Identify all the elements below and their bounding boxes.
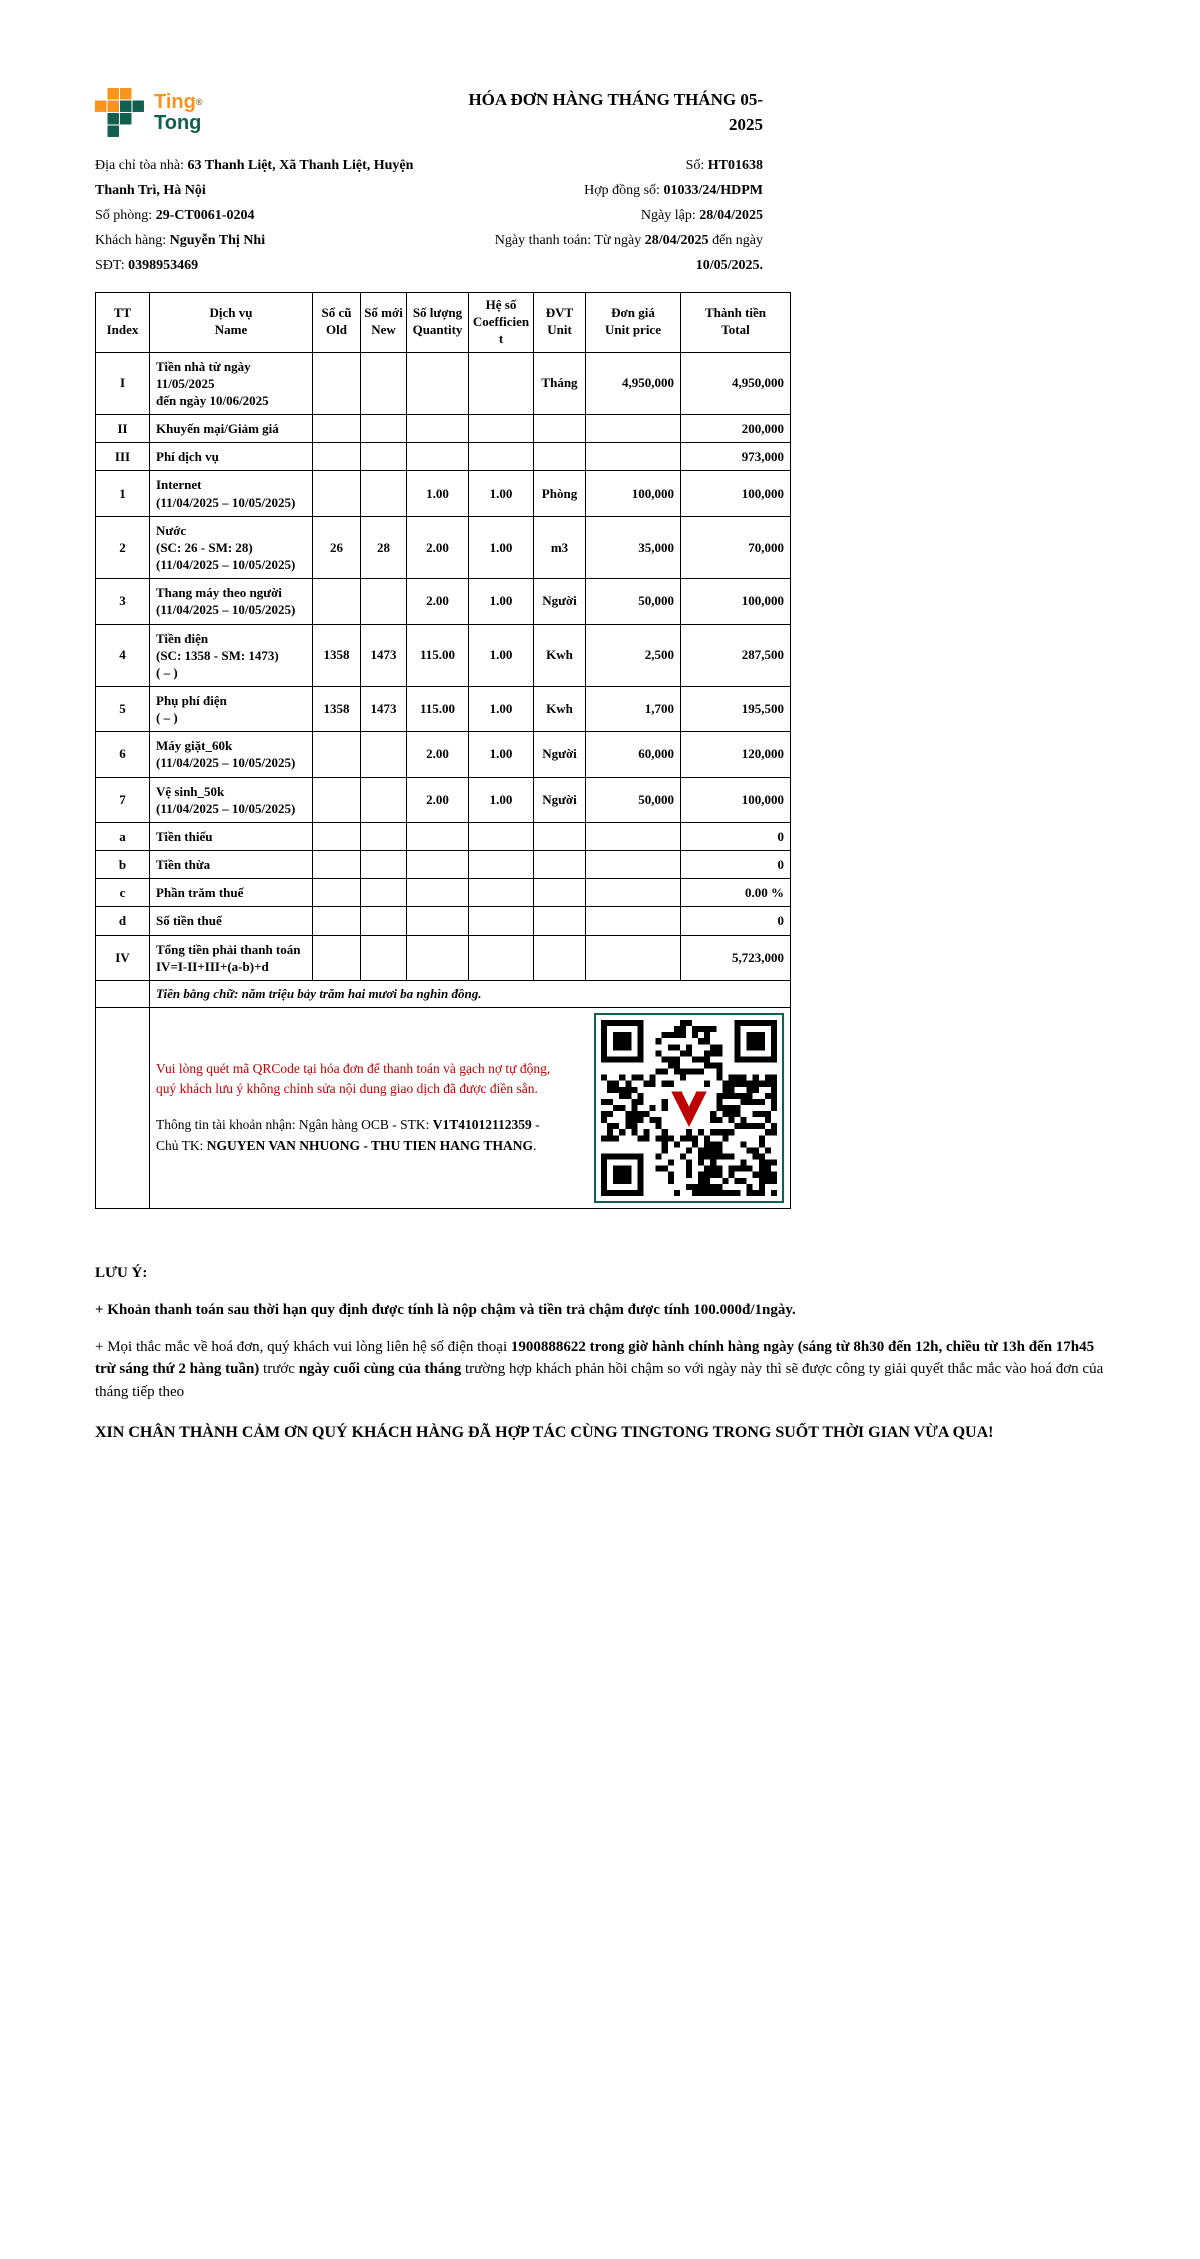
cell-index: 3 <box>96 579 150 624</box>
cell-total: 200,000 <box>681 415 791 443</box>
document-title-line2: 2025 <box>729 114 763 134</box>
cell-coef: 1.00 <box>469 516 534 578</box>
cell-unit <box>534 935 586 980</box>
cell-old <box>313 443 361 471</box>
cell-unit: Người <box>534 732 586 777</box>
cell-index: b <box>96 851 150 879</box>
qr-account-text <box>156 1115 564 1157</box>
cell-old <box>313 822 361 850</box>
issue-date-value: 28/04/2025 <box>699 208 763 223</box>
cell-qty <box>407 851 469 879</box>
invoice-number-label: Số: <box>685 158 705 173</box>
cell-total: 0 <box>681 907 791 935</box>
notes-title: LƯU Ý: <box>95 1264 148 1281</box>
column-header-price: Đơn giá Unit price <box>586 293 681 353</box>
cell-qty <box>407 415 469 443</box>
hotline-note-part3: trường hợp khách phản hồi chậm so với ngày này thì sẽ được công ty giải quyết thắc mắc vào hoá đơn của tháng tiếp theo <box>95 1361 1104 1400</box>
document-title-line1: HÓA ĐƠN HÀNG THÁNG THÁNG 05- <box>468 90 763 109</box>
table-row <box>96 579 791 624</box>
hotline-note-bold1: 1900888622 trong giờ hành chính hàng ngày (sáng từ 8h30 đến 12h, chiều từ 13h đến 17h45 trừ sáng thứ 2 hàng tuần) <box>95 1338 1095 1378</box>
cell-price <box>586 415 681 443</box>
cell-qty: 1.00 <box>407 471 469 516</box>
cell-unit: Phòng <box>534 471 586 516</box>
table-row <box>96 471 791 516</box>
cell-unit: Tháng <box>534 352 586 414</box>
cell-price: 4,950,000 <box>586 352 681 414</box>
cell-index: 5 <box>96 687 150 732</box>
column-header-coef: Hệ số Coefficient <box>469 293 534 353</box>
cell-name: Nước (SC: 26 - SM: 28) (11/04/2025 – 10/05/2025) <box>150 516 313 578</box>
cell-old <box>313 732 361 777</box>
cell-unit <box>534 443 586 471</box>
cell-qty: 115.00 <box>407 624 469 686</box>
cell-old <box>313 879 361 907</box>
cell-name: Tiền nhà từ ngày 11/05/2025 đến ngày 10/06/2025 <box>150 352 313 414</box>
cell-new <box>361 732 407 777</box>
cell-index: 7 <box>96 777 150 822</box>
issue-date-label: Ngày lập: <box>640 208 696 223</box>
cell-total: 0 <box>681 851 791 879</box>
cell-new <box>361 851 407 879</box>
column-header-unit: ĐVT Unit <box>534 293 586 353</box>
cell-name: Tiền thiếu <box>150 822 313 850</box>
cell-old <box>313 352 361 414</box>
qr-instructions <box>156 1059 564 1158</box>
payment-to-date: 10/05/2025. <box>695 258 763 273</box>
cell-unit <box>534 415 586 443</box>
cell-coef <box>469 415 534 443</box>
address-label: Địa chỉ tòa nhà: <box>95 158 185 173</box>
amount-in-words-cell <box>150 980 791 1007</box>
cell-name: Số tiền thuế <box>150 907 313 935</box>
invoice-number-line <box>453 153 763 178</box>
cell-coef <box>469 879 534 907</box>
cell-old: 26 <box>313 516 361 578</box>
cell-name: Vệ sinh_50k (11/04/2025 – 10/05/2025) <box>150 777 313 822</box>
column-header-new: Số mới New <box>361 293 407 353</box>
qr-code-image <box>601 1020 777 1196</box>
cell-index: III <box>96 443 150 471</box>
cell-new: 1473 <box>361 687 407 732</box>
cell-total: 70,000 <box>681 516 791 578</box>
cell-total: 287,500 <box>681 624 791 686</box>
cell-qty: 2.00 <box>407 579 469 624</box>
amount-words-value: năm triệu bảy trăm hai mươi ba nghìn đồng. <box>241 985 482 1001</box>
cell-price <box>586 443 681 471</box>
cell-new <box>361 579 407 624</box>
invoice-number-value: HT01638 <box>707 158 763 173</box>
table-row <box>96 624 791 686</box>
cell-total: 120,000 <box>681 732 791 777</box>
cell-coef <box>469 443 534 471</box>
cell-name: Phần trăm thuế <box>150 879 313 907</box>
account-info-part1: Thông tin tài khoản nhận: Ngân hàng OCB - STK: <box>156 1117 433 1133</box>
table-row <box>96 516 791 578</box>
late-payment-note: + Khoản thanh toán sau thời hạn quy định được tính là nộp chậm và tiền trả chậm được tính 100.000đ/1ngày. <box>95 1301 796 1318</box>
table-row <box>96 687 791 732</box>
table-row <box>96 879 791 907</box>
cell-new <box>361 879 407 907</box>
cell-total: 100,000 <box>681 579 791 624</box>
invoice-info <box>95 153 763 278</box>
cell-index: 4 <box>96 624 150 686</box>
cell-coef: 1.00 <box>469 624 534 686</box>
account-info-part3: . <box>532 1138 537 1154</box>
qr-section-cell <box>150 1007 791 1208</box>
cell-unit <box>534 822 586 850</box>
cell-index: c <box>96 879 150 907</box>
amount-in-words-row <box>96 980 791 1007</box>
cell-index: d <box>96 907 150 935</box>
empty-index-cell <box>96 980 150 1007</box>
amount-words-label: Tiền bằng chữ: <box>156 985 239 1001</box>
column-header-name: Dịch vụ Name <box>150 293 313 353</box>
tingtong-logo <box>95 88 203 138</box>
cell-qty <box>407 352 469 414</box>
address-value: 63 Thanh Liệt, Xã Thanh Liệt, Huyện Thanh Trì, Hà Nội <box>95 158 414 198</box>
cell-total: 0 <box>681 822 791 850</box>
cell-new: 1473 <box>361 624 407 686</box>
cell-name: Phụ phí điện ( – ) <box>150 687 313 732</box>
table-row <box>96 935 791 980</box>
cell-qty <box>407 822 469 850</box>
cell-qty <box>407 935 469 980</box>
tingtong-logo-icon <box>95 88 145 138</box>
hotline-note-part1: + Mọi thắc mắc về hoá đơn, quý khách vui lòng liên hệ số điện thoại <box>95 1338 511 1355</box>
cell-total: 973,000 <box>681 443 791 471</box>
cell-old <box>313 777 361 822</box>
cell-old <box>313 471 361 516</box>
cell-coef: 1.00 <box>469 777 534 822</box>
column-header-old: Số cũ Old <box>313 293 361 353</box>
cell-price <box>586 879 681 907</box>
qr-row <box>96 1007 791 1208</box>
cell-old <box>313 907 361 935</box>
cell-new <box>361 777 407 822</box>
cell-name: Tổng tiền phải thanh toán IV=I-II+III+(a-b)+d <box>150 935 313 980</box>
table-row <box>96 907 791 935</box>
cell-qty <box>407 907 469 935</box>
cell-qty: 2.00 <box>407 777 469 822</box>
invoice-header <box>95 88 763 138</box>
brand-name-top: Ting <box>154 91 196 113</box>
cell-unit <box>534 879 586 907</box>
payment-label: Ngày thanh toán: Từ ngày <box>494 233 642 248</box>
hotline-note <box>95 1336 1105 1404</box>
cell-price: 100,000 <box>586 471 681 516</box>
cell-unit <box>534 851 586 879</box>
cell-price: 60,000 <box>586 732 681 777</box>
cell-index: 6 <box>96 732 150 777</box>
issue-date-line <box>453 203 763 228</box>
invoice-content <box>95 88 1105 1445</box>
cell-coef <box>469 851 534 879</box>
payment-mid-label: đến ngày <box>712 233 763 248</box>
cell-total: 100,000 <box>681 471 791 516</box>
cell-coef: 1.00 <box>469 579 534 624</box>
cell-name: Máy giặt_60k (11/04/2025 – 10/05/2025) <box>150 732 313 777</box>
cell-index: 2 <box>96 516 150 578</box>
cell-unit: Người <box>534 777 586 822</box>
table-row <box>96 732 791 777</box>
cell-total: 4,950,000 <box>681 352 791 414</box>
contract-number-line <box>453 178 763 203</box>
cell-total: 5,723,000 <box>681 935 791 980</box>
cell-new <box>361 822 407 850</box>
cell-index: II <box>96 415 150 443</box>
cell-coef <box>469 352 534 414</box>
table-header-row <box>96 293 791 353</box>
customer-line <box>95 228 453 253</box>
table-special <box>96 980 791 1208</box>
cell-coef: 1.00 <box>469 732 534 777</box>
qr-code <box>594 1013 784 1203</box>
cell-price <box>586 851 681 879</box>
cell-qty <box>407 879 469 907</box>
cell-index: IV <box>96 935 150 980</box>
cell-unit: Kwh <box>534 687 586 732</box>
cell-price: 35,000 <box>586 516 681 578</box>
cell-new <box>361 352 407 414</box>
building-address-line <box>95 153 453 203</box>
phone-value: 0398953469 <box>128 258 199 273</box>
cell-total: 195,500 <box>681 687 791 732</box>
cell-price: 50,000 <box>586 579 681 624</box>
cell-unit <box>534 907 586 935</box>
cell-name: Internet (11/04/2025 – 10/05/2025) <box>150 471 313 516</box>
cell-coef: 1.00 <box>469 471 534 516</box>
cell-index: a <box>96 822 150 850</box>
column-header-index: TT Index <box>96 293 150 353</box>
cell-total: 100,000 <box>681 777 791 822</box>
cell-unit: m3 <box>534 516 586 578</box>
qr-warning-text: Vui lòng quét mã QRCode tại hóa đơn để thanh toán và gạch nợ tự động, quý khách lưu ý không chỉnh sửa nội dung giao dịch đã được điền sẵn. <box>156 1060 551 1097</box>
table-row <box>96 851 791 879</box>
account-number: V1T41012112359 <box>432 1117 532 1133</box>
phone-line <box>95 253 453 278</box>
cell-price <box>586 935 681 980</box>
cell-price <box>586 822 681 850</box>
cell-coef <box>469 907 534 935</box>
brand-name-bottom: Tong <box>154 112 202 134</box>
invoice-footer <box>95 1265 1105 1446</box>
cell-price: 50,000 <box>586 777 681 822</box>
info-right-column <box>453 153 763 278</box>
cell-name: Tiền điện (SC: 1358 - SM: 1473) ( – ) <box>150 624 313 686</box>
table-row <box>96 415 791 443</box>
table-row <box>96 352 791 414</box>
cell-price <box>586 907 681 935</box>
cell-total: 0.00 % <box>681 879 791 907</box>
cell-coef: 1.00 <box>469 687 534 732</box>
cell-name: Thang máy theo người (11/04/2025 – 10/05/2025) <box>150 579 313 624</box>
payment-date-line <box>453 228 763 278</box>
cell-old <box>313 415 361 443</box>
table-row <box>96 822 791 850</box>
cell-old <box>313 579 361 624</box>
room-number-line <box>95 203 453 228</box>
contract-label: Hợp đồng số: <box>584 183 660 198</box>
cell-old <box>313 851 361 879</box>
column-header-total: Thành tiền Total <box>681 293 791 353</box>
cell-coef <box>469 822 534 850</box>
payment-from-date: 28/04/2025 <box>644 233 709 248</box>
account-holder: NGUYEN VAN NHUONG - THU TIEN HANG THANG <box>206 1138 533 1154</box>
contract-value: 01033/24/HDPM <box>663 183 763 198</box>
cell-price: 2,500 <box>586 624 681 686</box>
cell-qty <box>407 443 469 471</box>
cell-name: Phí dịch vụ <box>150 443 313 471</box>
cell-index: 1 <box>96 471 150 516</box>
cell-new <box>361 907 407 935</box>
thank-you-message: XIN CHÂN THÀNH CẢM ƠN QUÝ KHÁCH HÀNG ĐÃ HỢP TÁC CÙNG TINGTONG TRONG SUỐT THỜI GIAN VỪA QUA! <box>95 1424 994 1442</box>
cell-old <box>313 935 361 980</box>
cell-qty: 2.00 <box>407 516 469 578</box>
account-info-part2: - Chủ TK: <box>156 1117 540 1154</box>
invoice-table <box>95 292 791 1209</box>
cell-old: 1358 <box>313 687 361 732</box>
cell-new <box>361 471 407 516</box>
info-left-column <box>95 153 453 278</box>
table-body <box>96 352 791 980</box>
cell-new <box>361 935 407 980</box>
cell-name: Khuyến mại/Giảm giá <box>150 415 313 443</box>
cell-price: 1,700 <box>586 687 681 732</box>
brand-wordmark <box>154 92 203 134</box>
table-row <box>96 777 791 822</box>
table-row <box>96 443 791 471</box>
cell-qty: 2.00 <box>407 732 469 777</box>
room-label: Số phòng: <box>95 208 153 223</box>
registered-mark-icon: ® <box>195 97 203 107</box>
customer-label: Khách hàng: <box>95 233 167 248</box>
cell-name: Tiền thừa <box>150 851 313 879</box>
document-title <box>453 88 763 137</box>
hotline-note-part2: trước <box>259 1361 299 1378</box>
cell-new <box>361 443 407 471</box>
cell-unit: Kwh <box>534 624 586 686</box>
empty-index-cell <box>96 1007 150 1208</box>
customer-value: Nguyễn Thị Nhi <box>169 233 266 248</box>
cell-index: I <box>96 352 150 414</box>
hotline-note-bold2: ngày cuối cùng của tháng <box>298 1361 462 1378</box>
room-value: 29-CT0061-0204 <box>155 208 255 223</box>
cell-new <box>361 415 407 443</box>
cell-unit: Người <box>534 579 586 624</box>
cell-coef <box>469 935 534 980</box>
cell-new: 28 <box>361 516 407 578</box>
cell-old: 1358 <box>313 624 361 686</box>
cell-qty: 115.00 <box>407 687 469 732</box>
phone-label: SĐT: <box>95 258 125 273</box>
column-header-qty: Số lượng Quantity <box>407 293 469 353</box>
